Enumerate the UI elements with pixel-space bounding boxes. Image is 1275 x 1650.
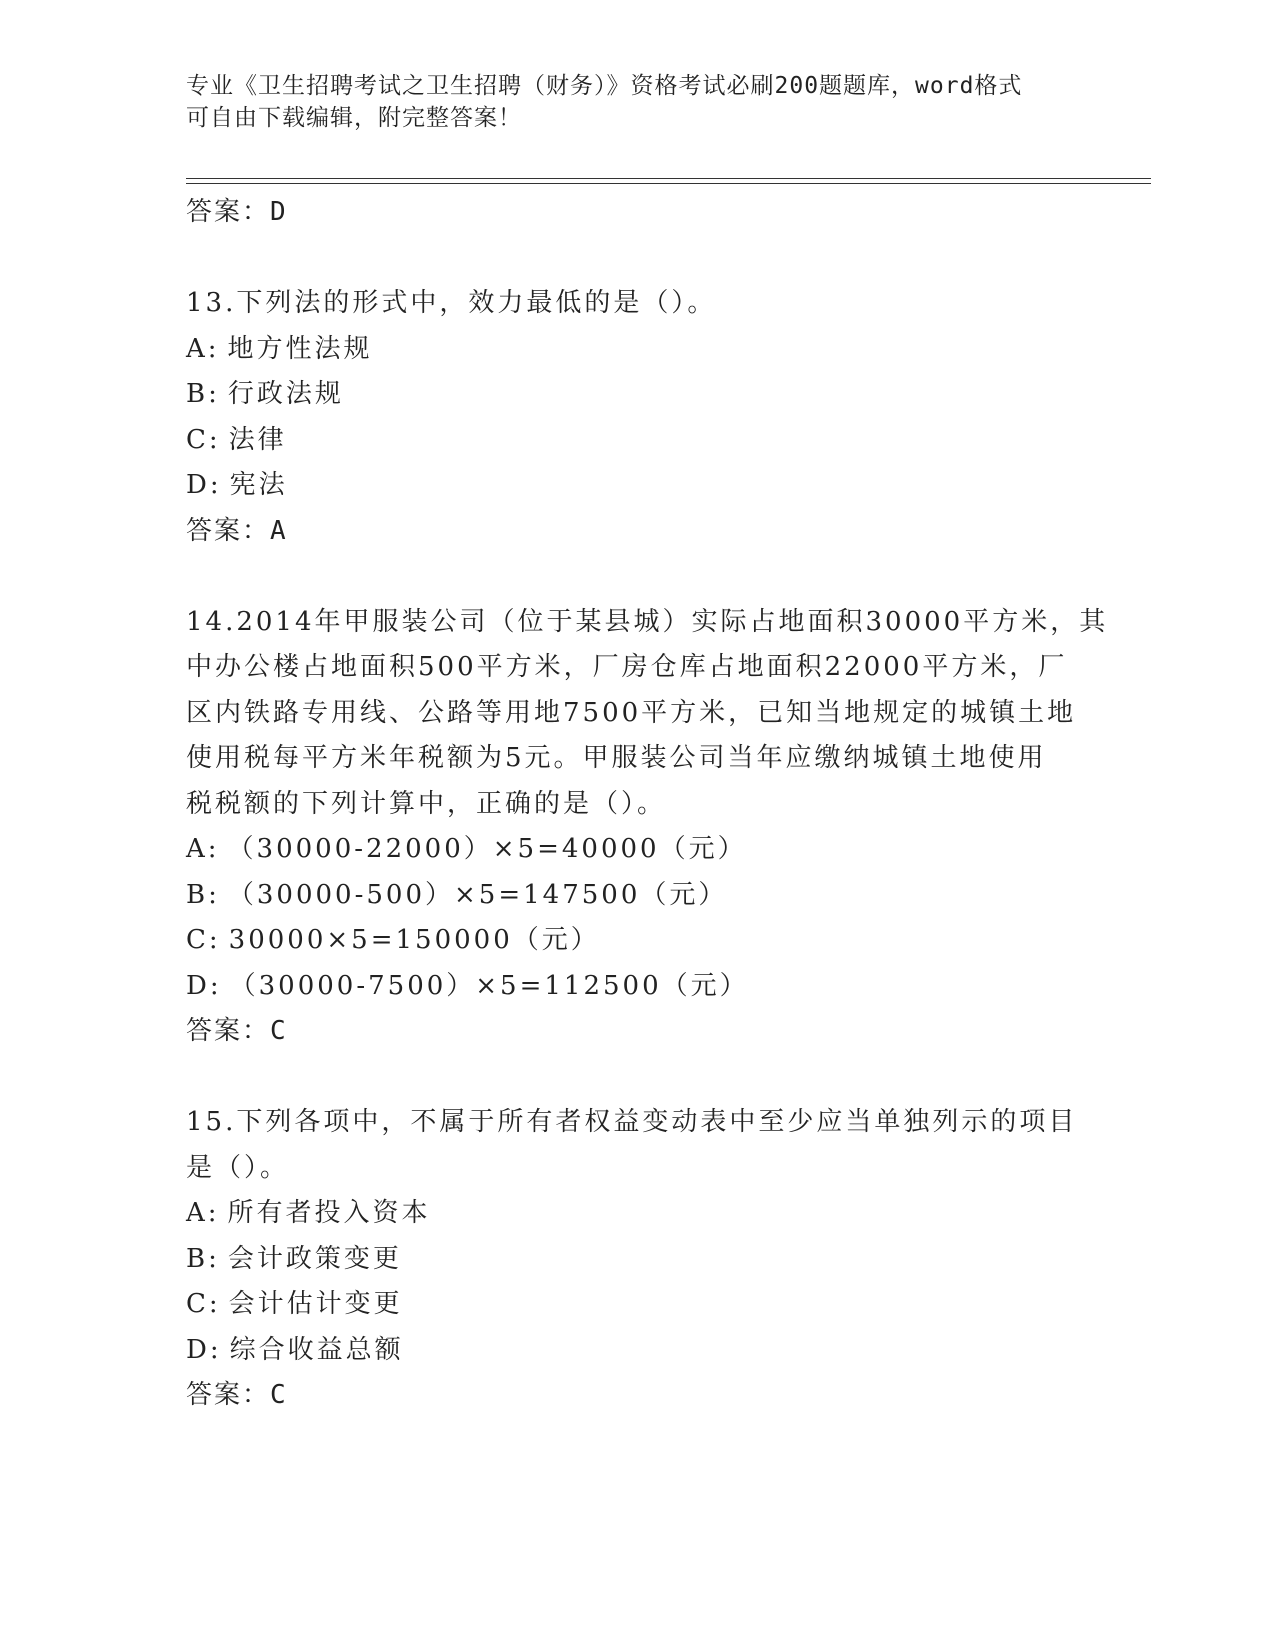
question-text-line-3: 区内铁路专用线、公路等用地7500平方米，已知当地规定的城镇土地 — [186, 697, 1077, 728]
option-text: 行政法规 — [227, 379, 344, 409]
option-text: 综合收益总额 — [229, 1334, 404, 1365]
option-label: C: — [186, 424, 221, 455]
option-text: （30000-22000）×5=40000（元） — [227, 834, 747, 864]
option-b — [186, 1237, 1086, 1283]
option-c — [186, 1282, 1086, 1328]
header-divider-bottom — [186, 183, 1151, 184]
option-label: A: — [186, 1198, 220, 1228]
answer: 答案：A — [186, 515, 288, 546]
spacer — [186, 236, 1086, 282]
option-a — [186, 327, 1086, 373]
question-13 — [186, 281, 1086, 554]
option-text: 所有者投入资本 — [227, 1198, 431, 1228]
question-text-line-2: 是（）。 — [186, 1152, 290, 1183]
option-text: 会计政策变更 — [227, 1243, 402, 1274]
option-text: 法律 — [228, 424, 287, 455]
question-text-line-1: 14.2014年甲服装公司（位于某县城）实际占地面积30000平方米，其 — [186, 606, 1109, 637]
option-d — [186, 1328, 1086, 1374]
header-line-2: 可自由下载编辑，附完整答案！ — [186, 105, 522, 131]
header-line-1: 专业《卫生招聘考试之卫生招聘（财务）》资格考试必刷200题题库，word格式 — [186, 73, 1023, 99]
option-label: B: — [186, 1243, 220, 1274]
option-c — [186, 418, 1086, 464]
question-text-line-4: 使用税每平方米年税额为5元。甲服装公司当年应缴纳城镇土地使用 — [186, 743, 1047, 773]
page-header — [186, 70, 1086, 134]
option-label: B: — [186, 379, 220, 409]
question-text: 13.下列法的形式中，效力最低的是（）。 — [186, 288, 717, 318]
header-divider-top — [186, 178, 1151, 179]
option-text: （30000-500）×5=147500（元） — [227, 879, 728, 910]
option-b — [186, 372, 1086, 418]
spacer — [186, 1055, 1086, 1101]
option-label: B: — [186, 879, 220, 910]
option-label: D: — [186, 470, 222, 500]
question-text-line-1: 15.下列各项中，不属于所有者权益变动表中至少应当单独列示的项目 — [186, 1107, 1078, 1137]
option-label: A: — [186, 834, 220, 864]
option-c — [186, 918, 1086, 964]
question-text-line-2: 中办公楼占地面积500平方米，厂房仓库占地面积22000平方米，厂 — [186, 652, 1068, 682]
option-d — [186, 463, 1086, 509]
option-a — [186, 827, 1086, 873]
option-label: C: — [186, 1289, 221, 1319]
question-list — [186, 190, 1109, 1419]
option-label: A: — [186, 333, 220, 364]
answer: 答案：C — [186, 1380, 288, 1410]
option-text: 30000×5=150000（元） — [228, 925, 600, 955]
option-text: 会计估计变更 — [228, 1289, 403, 1319]
question-15 — [186, 1100, 1086, 1419]
option-text: 宪法 — [229, 470, 288, 500]
question-text-line-5: 税税额的下列计算中，正确的是（）。 — [186, 788, 667, 819]
spacer — [186, 554, 1086, 600]
previous-answer: 答案：D — [186, 197, 288, 227]
option-label: D: — [186, 970, 222, 1001]
option-text: （30000-7500）×5=112500（元） — [229, 970, 749, 1001]
answer: 答案：C — [186, 1016, 288, 1046]
question-14 — [186, 600, 1109, 1055]
option-d — [186, 964, 1086, 1010]
option-label: D: — [186, 1334, 222, 1365]
option-label: C: — [186, 925, 221, 955]
option-a — [186, 1191, 1086, 1237]
option-text: 地方性法规 — [227, 333, 373, 364]
option-b — [186, 873, 1086, 919]
